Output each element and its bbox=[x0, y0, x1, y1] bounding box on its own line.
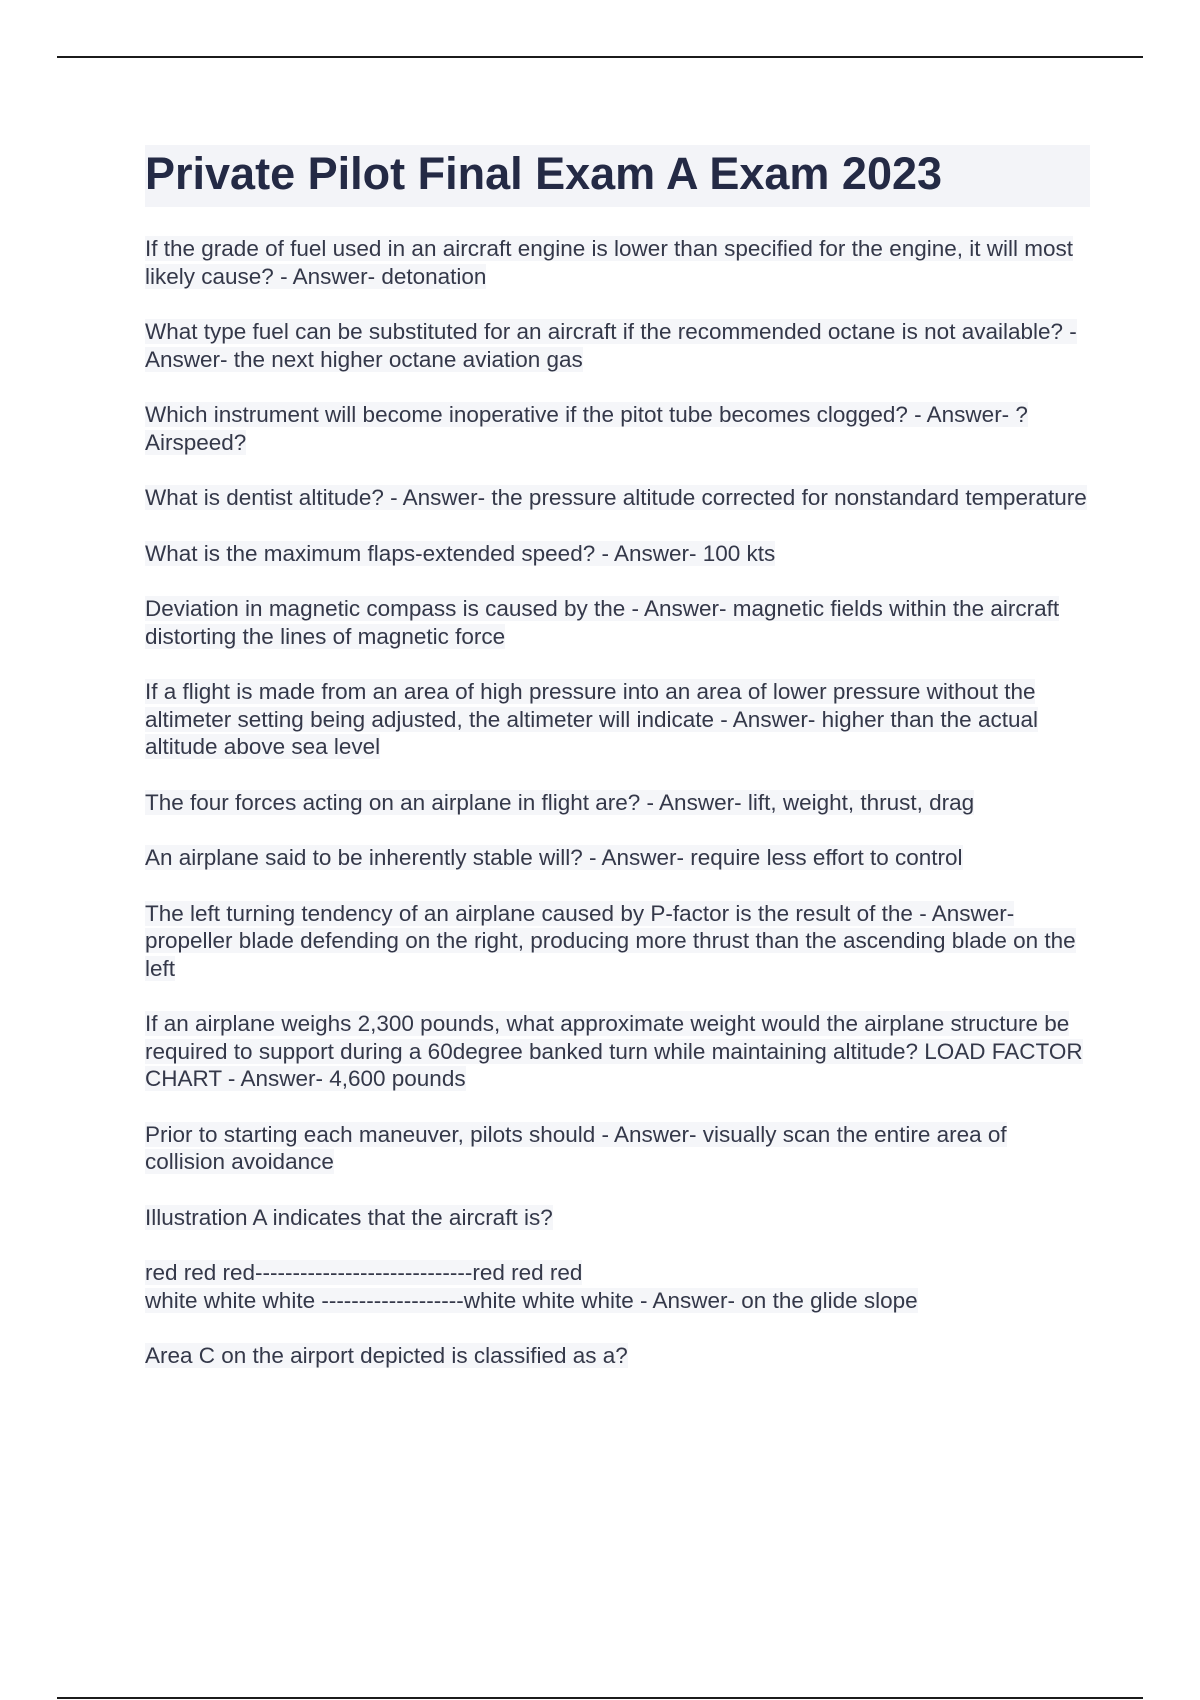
question-text: Which instrument will become inoperative if the pitot tube becomes clogged? - Answer- ?Airspeed? bbox=[145, 402, 1028, 455]
question-text: The left turning tendency of an airplane caused by P-factor is the result of the - Answer- propeller blade defending on the right, producing more thrust than the ascending blade on the left bbox=[145, 900, 1076, 981]
question-item-10 bbox=[145, 900, 1090, 983]
question-item-11 bbox=[145, 1010, 1090, 1093]
question-text: red red red-----------------------------red red red bbox=[145, 1260, 583, 1285]
question-item-12 bbox=[145, 1121, 1090, 1176]
question-item-4 bbox=[145, 484, 1090, 512]
document-title: Private Pilot Final Exam A Exam 2023 bbox=[145, 145, 1090, 207]
question-list bbox=[145, 235, 1090, 1370]
question-text: Prior to starting each maneuver, pilots should - Answer- visually scan the entire area of collision avoidance bbox=[145, 1121, 1007, 1174]
question-text: If the grade of fuel used in an aircraft engine is lower than specified for the engine, it will most likely cause? - Answer- detonation bbox=[145, 236, 1074, 289]
question-text: Deviation in magnetic compass is caused by the - Answer- magnetic fields within the aircraft distorting the lines of magnetic force bbox=[145, 596, 1060, 649]
question-item-5 bbox=[145, 540, 1090, 568]
question-item-1 bbox=[145, 235, 1090, 290]
question-text: Area C on the airport depicted is classified as a? bbox=[145, 1343, 628, 1368]
question-item-14 bbox=[145, 1259, 1090, 1314]
question-text: An airplane said to be inherently stable will? - Answer- require less effort to control bbox=[145, 845, 963, 870]
question-item-8 bbox=[145, 789, 1090, 817]
question-text: white white white -------------------white white white - Answer- on the glide slope bbox=[145, 1287, 918, 1313]
question-text: The four forces acting on an airplane in flight are? - Answer- lift, weight, thrust, drag bbox=[145, 789, 975, 815]
question-text: If a flight is made from an area of high pressure into an area of lower pressure without the altimeter setting being adjusted, the altimeter will indicate - Answer- higher than the actual altitude above sea level bbox=[145, 679, 1038, 759]
question-item-6 bbox=[145, 595, 1090, 650]
question-item-2 bbox=[145, 318, 1090, 373]
question-text: What is dentist altitude? - Answer- the pressure altitude corrected for nonstandard temperature bbox=[145, 485, 1087, 510]
question-item-13 bbox=[145, 1204, 1090, 1232]
glide-slope-line-1 bbox=[145, 1259, 1090, 1287]
glide-slope-line-2 bbox=[145, 1287, 1090, 1315]
question-text: If an airplane weighs 2,300 pounds, what approximate weight would the airplane structure be required to support during a 60degree banked turn while maintaining altitude? LOAD FACTOR CHART - Answer- 4,600 pounds bbox=[145, 1011, 1083, 1091]
question-text: What type fuel can be substituted for an aircraft if the recommended octane is not available? - Answer- the next higher octane aviation gas bbox=[145, 319, 1077, 372]
question-item-3 bbox=[145, 401, 1090, 456]
question-item-9 bbox=[145, 844, 1090, 872]
question-item-7 bbox=[145, 678, 1090, 761]
bottom-rule bbox=[57, 1697, 1143, 1699]
question-item-15 bbox=[145, 1342, 1090, 1370]
top-rule bbox=[57, 56, 1143, 58]
question-text: What is the maximum flaps-extended speed? - Answer- 100 kts bbox=[145, 540, 776, 566]
document-body bbox=[145, 145, 1090, 1398]
question-text: Illustration A indicates that the aircraft is? bbox=[145, 1204, 553, 1230]
